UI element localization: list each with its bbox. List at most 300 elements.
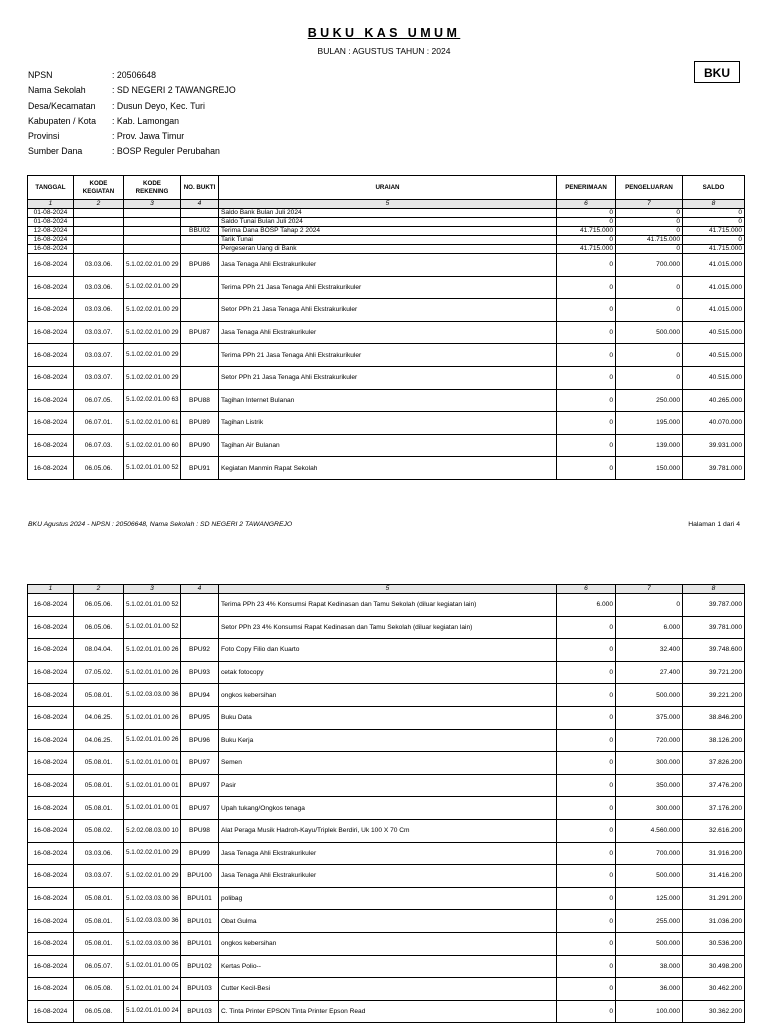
cell-no-bukti: BPU98: [181, 819, 219, 842]
cell-tanggal: 16-08-2024: [28, 729, 74, 752]
cell-tanggal: 16-08-2024: [28, 389, 74, 412]
table-row: [28, 344, 745, 367]
cell-uraian: Jasa Tenaga Ahli Ekstrakurikuler: [219, 254, 557, 277]
cell-kode-kegiatan: [74, 227, 124, 236]
cell-kode-rekening: [124, 236, 181, 245]
info-value: : Kab. Lamongan: [112, 115, 180, 126]
cell-tanggal: 16-08-2024: [28, 299, 74, 322]
cell-tanggal: 16-08-2024: [28, 797, 74, 820]
cell-saldo: 40.265.000: [683, 389, 745, 412]
table-row: [28, 910, 745, 933]
cell-penerimaan: 0: [557, 684, 616, 707]
column-number: 1: [28, 585, 74, 594]
cell-kode-kegiatan: 05.08.01.: [74, 887, 124, 910]
cell-uraian: Tagihan Air Bulanan: [219, 434, 557, 457]
cell-kode-rekening: 5.1.02.01.01.00 26: [124, 661, 181, 684]
cell-tanggal: 12-08-2024: [28, 227, 74, 236]
cell-uraian: Semen: [219, 752, 557, 775]
col-header-tanggal: TANGGAL: [28, 176, 74, 200]
cell-saldo: 0: [683, 218, 745, 227]
cell-penerimaan: 0: [557, 819, 616, 842]
cell-kode-rekening: 5.1.02.02.01.00 29: [124, 865, 181, 888]
document-period: BULAN : AGUSTUS TAHUN : 2024: [317, 46, 451, 56]
table-row: [28, 276, 745, 299]
cell-saldo: 39.781.000: [683, 457, 745, 480]
column-number: 3: [124, 585, 181, 594]
cell-pengeluaran: 0: [616, 245, 683, 254]
ledger-table-page-2: [27, 584, 745, 1023]
cell-no-bukti: BPU101: [181, 932, 219, 955]
cell-penerimaan: 0: [557, 639, 616, 662]
cell-pengeluaran: 0: [616, 594, 683, 617]
column-number-row: [28, 585, 745, 594]
column-number: 5: [219, 200, 557, 209]
cell-saldo: 30.498.200: [683, 955, 745, 978]
cell-uraian: ongkos kebersihan: [219, 932, 557, 955]
cell-kode-rekening: [124, 245, 181, 254]
cell-kode-rekening: 5.1.02.02.01.00 29: [124, 254, 181, 277]
cell-kode-rekening: 5.1.02.02.01.00 60: [124, 434, 181, 457]
cell-penerimaan: 0: [557, 797, 616, 820]
cell-saldo: 37.176.200: [683, 797, 745, 820]
table-row: [28, 932, 745, 955]
cell-penerimaan: 0: [557, 344, 616, 367]
cell-no-bukti: BPU102: [181, 955, 219, 978]
cell-uraian: Buku Data: [219, 706, 557, 729]
col-header-pengeluaran: PENGELUARAN: [616, 176, 683, 200]
cell-uraian: Setor PPh 21 Jasa Tenaga Ahli Ekstrakurikuler: [219, 366, 557, 389]
cell-tanggal: 16-08-2024: [28, 910, 74, 933]
cell-tanggal: 16-08-2024: [28, 434, 74, 457]
cell-penerimaan: 0: [557, 389, 616, 412]
cell-tanggal: 16-08-2024: [28, 752, 74, 775]
cell-kode-rekening: 5.1.02.01.01.00 52: [124, 616, 181, 639]
info-row: [28, 146, 236, 161]
cell-kode-rekening: 5.1.02.02.01.00 29: [124, 276, 181, 299]
info-row: [28, 85, 236, 100]
cell-pengeluaran: 300.000: [616, 797, 683, 820]
column-number: 2: [74, 200, 124, 209]
cell-penerimaan: 0: [557, 706, 616, 729]
cell-no-bukti: BPU99: [181, 842, 219, 865]
col-header-no-bukti: NO. BUKTI: [181, 176, 219, 200]
cell-kode-rekening: 5.1.02.01.01.00 52: [124, 457, 181, 480]
cell-saldo: 39.221.200: [683, 684, 745, 707]
column-number: 7: [616, 200, 683, 209]
cell-pengeluaran: 500.000: [616, 865, 683, 888]
cell-uraian: Terima Dana BOSP Tahap 2 2024: [219, 227, 557, 236]
cell-no-bukti: BPU90: [181, 434, 219, 457]
cell-penerimaan: 0: [557, 978, 616, 1001]
cell-pengeluaran: 4.560.000: [616, 819, 683, 842]
column-number: 8: [683, 200, 745, 209]
table-row: [28, 661, 745, 684]
table-row: [28, 774, 745, 797]
cell-no-bukti: BPU100: [181, 865, 219, 888]
table-row: [28, 819, 745, 842]
info-value: : Prov. Jawa Timur: [112, 131, 185, 142]
cell-uraian: Jasa Tenaga Ahli Ekstrakurikuler: [219, 842, 557, 865]
cell-uraian: Terima PPh 23 4% Konsumsi Rapat Kedinasan dan Tamu Sekolah (diluar kegiatan lain): [219, 594, 557, 617]
cell-pengeluaran: 0: [616, 299, 683, 322]
cell-penerimaan: 0: [557, 887, 616, 910]
cell-penerimaan: 0: [557, 774, 616, 797]
cell-uraian: Pergeseran Uang di Bank: [219, 245, 557, 254]
cell-kode-kegiatan: 06.05.06.: [74, 616, 124, 639]
cell-tanggal: 16-08-2024: [28, 932, 74, 955]
cell-penerimaan: 0: [557, 457, 616, 480]
cell-no-bukti: [181, 209, 219, 218]
info-row: [28, 131, 236, 146]
cell-kode-rekening: 5.1.02.02.01.00 29: [124, 321, 181, 344]
cell-kode-rekening: 5.1.02.01.01.00 01: [124, 797, 181, 820]
cell-pengeluaran: 150.000: [616, 457, 683, 480]
cell-saldo: 38.846.200: [683, 706, 745, 729]
cell-penerimaan: 0: [557, 752, 616, 775]
cell-saldo: 31.291.200: [683, 887, 745, 910]
cell-uraian: Saldo Tunai Bulan Juli 2024: [219, 218, 557, 227]
cell-tanggal: 16-08-2024: [28, 236, 74, 245]
cell-penerimaan: 0: [557, 321, 616, 344]
cell-no-bukti: BPU103: [181, 978, 219, 1001]
table-row: [28, 236, 745, 245]
cell-no-bukti: [181, 276, 219, 299]
cell-uraian: Tarik Tunai: [219, 236, 557, 245]
cell-saldo: 31.416.200: [683, 865, 745, 888]
cell-tanggal: 16-08-2024: [28, 1000, 74, 1023]
cell-uraian: Obat Gulma: [219, 910, 557, 933]
cell-tanggal: 01-08-2024: [28, 209, 74, 218]
cell-kode-rekening: [124, 218, 181, 227]
cell-uraian: C. Tinta Printer EPSON Tinta Printer Epson Read: [219, 1000, 557, 1023]
cell-saldo: 30.462.200: [683, 978, 745, 1001]
cell-penerimaan: 0: [557, 865, 616, 888]
table-row: [28, 729, 745, 752]
cell-kode-rekening: 5.1.02.01.01.00 26: [124, 729, 181, 752]
cell-saldo: 40.515.000: [683, 366, 745, 389]
cell-no-bukti: BPU103: [181, 1000, 219, 1023]
cell-no-bukti: [181, 366, 219, 389]
cell-tanggal: 16-08-2024: [28, 819, 74, 842]
cell-pengeluaran: 139.000: [616, 434, 683, 457]
cell-penerimaan: 0: [557, 299, 616, 322]
cell-kode-kegiatan: 03.03.07.: [74, 366, 124, 389]
cell-pengeluaran: 32.400: [616, 639, 683, 662]
cell-no-bukti: BPU94: [181, 684, 219, 707]
cell-kode-kegiatan: 04.06.25.: [74, 729, 124, 752]
cell-saldo: 41.015.000: [683, 299, 745, 322]
cell-kode-rekening: 5.1.02.03.03.00 36: [124, 910, 181, 933]
cell-uraian: Tagihan Internet Bulanan: [219, 389, 557, 412]
table-row: [28, 389, 745, 412]
cell-saldo: 40.515.000: [683, 344, 745, 367]
page-number: Halaman 1 dari 4: [688, 521, 740, 528]
column-number: 8: [683, 585, 745, 594]
cell-saldo: 41.015.000: [683, 254, 745, 277]
table-row: [28, 299, 745, 322]
cell-uraian: Tagihan Listrik: [219, 412, 557, 435]
col-header-penerimaan: PENERIMAAN: [557, 176, 616, 200]
table-row: [28, 706, 745, 729]
table-row: [28, 865, 745, 888]
cell-pengeluaran: 195.000: [616, 412, 683, 435]
cell-tanggal: 16-08-2024: [28, 594, 74, 617]
cell-kode-kegiatan: 06.07.01.: [74, 412, 124, 435]
cell-kode-kegiatan: 05.08.01.: [74, 684, 124, 707]
column-number: 2: [74, 585, 124, 594]
cell-pengeluaran: 0: [616, 218, 683, 227]
cell-kode-kegiatan: 03.03.06.: [74, 254, 124, 277]
cell-kode-kegiatan: 06.05.06.: [74, 457, 124, 480]
cell-tanggal: 16-08-2024: [28, 865, 74, 888]
cell-penerimaan: 0: [557, 842, 616, 865]
cell-pengeluaran: 6.000: [616, 616, 683, 639]
cell-saldo: 41.015.000: [683, 276, 745, 299]
cell-pengeluaran: 255.000: [616, 910, 683, 933]
cell-no-bukti: [181, 594, 219, 617]
cell-kode-kegiatan: [74, 245, 124, 254]
cell-saldo: 32.616.200: [683, 819, 745, 842]
cell-kode-kegiatan: 06.07.03.: [74, 434, 124, 457]
cell-penerimaan: 6.000: [557, 594, 616, 617]
column-number: 4: [181, 200, 219, 209]
cell-uraian: Saldo Bank Bulan Juli 2024: [219, 209, 557, 218]
cell-uraian: Buku Kerja: [219, 729, 557, 752]
cell-penerimaan: 0: [557, 434, 616, 457]
cell-kode-rekening: 5.1.02.03.03.00 36: [124, 887, 181, 910]
cell-pengeluaran: 0: [616, 276, 683, 299]
cell-kode-rekening: 5.1.02.02.01.00 61: [124, 412, 181, 435]
cell-kode-kegiatan: [74, 236, 124, 245]
cell-pengeluaran: 300.000: [616, 752, 683, 775]
table-row: [28, 412, 745, 435]
cell-no-bukti: [181, 344, 219, 367]
cell-kode-kegiatan: 08.04.04.: [74, 639, 124, 662]
cell-kode-rekening: 5.1.02.01.01.00 24: [124, 978, 181, 1001]
cell-penerimaan: 0: [557, 366, 616, 389]
cell-tanggal: 16-08-2024: [28, 684, 74, 707]
cell-saldo: 39.781.000: [683, 616, 745, 639]
cell-kode-kegiatan: 06.05.08.: [74, 1000, 124, 1023]
cell-kode-rekening: 5.1.02.01.01.00 01: [124, 774, 181, 797]
cell-tanggal: 16-08-2024: [28, 661, 74, 684]
cell-kode-kegiatan: 06.05.07.: [74, 955, 124, 978]
column-number: 3: [124, 200, 181, 209]
cell-tanggal: 16-08-2024: [28, 887, 74, 910]
cell-saldo: 37.826.200: [683, 752, 745, 775]
cell-no-bukti: BPU97: [181, 752, 219, 775]
table-row: [28, 366, 745, 389]
cell-saldo: 39.787.000: [683, 594, 745, 617]
cell-tanggal: 16-08-2024: [28, 706, 74, 729]
cell-kode-kegiatan: 05.08.02.: [74, 819, 124, 842]
cell-kode-rekening: 5.1.02.01.01.00 26: [124, 639, 181, 662]
info-row: [28, 116, 236, 131]
cell-tanggal: 16-08-2024: [28, 321, 74, 344]
bku-badge: BKU: [694, 61, 740, 83]
cell-no-bukti: BPU101: [181, 910, 219, 933]
cell-tanggal: 16-08-2024: [28, 254, 74, 277]
info-label: Kabupaten / Kota: [28, 115, 96, 126]
cell-kode-rekening: 5.1.02.01.01.00 26: [124, 706, 181, 729]
cell-no-bukti: BPU92: [181, 639, 219, 662]
cell-saldo: 40.515.000: [683, 321, 745, 344]
cell-kode-kegiatan: 06.05.06.: [74, 594, 124, 617]
table-row: [28, 1000, 745, 1023]
page-footer-info: BKU Agustus 2024 - NPSN : 20506648, Nama Sekolah : SD NEGERI 2 TAWANGREJO: [28, 521, 293, 528]
cell-no-bukti: BPU97: [181, 774, 219, 797]
cell-pengeluaran: 27.400: [616, 661, 683, 684]
cell-saldo: 0: [683, 236, 745, 245]
cell-kode-kegiatan: 03.03.06.: [74, 276, 124, 299]
column-number: 5: [219, 585, 557, 594]
cell-penerimaan: 0: [557, 932, 616, 955]
cell-saldo: 40.070.000: [683, 412, 745, 435]
info-label: Provinsi: [28, 131, 60, 142]
cell-no-bukti: [181, 245, 219, 254]
column-number: 4: [181, 585, 219, 594]
cell-pengeluaran: 500.000: [616, 321, 683, 344]
cell-saldo: 38.126.200: [683, 729, 745, 752]
cell-uraian: Kegiatan Manmin Rapat Sekolah: [219, 457, 557, 480]
cell-uraian: Setor PPh 23 4% Konsumsi Rapat Kedinasan dan Tamu Sekolah (diluar kegiatan lain): [219, 616, 557, 639]
cell-tanggal: 01-08-2024: [28, 218, 74, 227]
cell-kode-rekening: 5.1.02.01.01.00 05: [124, 955, 181, 978]
info-label: NPSN: [28, 70, 53, 80]
cell-kode-rekening: 5.1.02.02.01.00 29: [124, 842, 181, 865]
cell-tanggal: 16-08-2024: [28, 276, 74, 299]
cell-pengeluaran: 41.715.000: [616, 236, 683, 245]
column-number: 6: [557, 585, 616, 594]
cell-kode-kegiatan: 05.08.01.: [74, 752, 124, 775]
col-header-kode-rekening: KODE REKENING: [124, 176, 181, 200]
cell-kode-kegiatan: 05.08.01.: [74, 932, 124, 955]
cell-pengeluaran: 100.000: [616, 1000, 683, 1023]
cell-no-bukti: BPU86: [181, 254, 219, 277]
cell-kode-rekening: 5.1.02.02.01.00 29: [124, 366, 181, 389]
table-row: [28, 594, 745, 617]
info-value: : 20506648: [112, 70, 157, 80]
cell-penerimaan: 0: [557, 236, 616, 245]
cell-saldo: 39.721.200: [683, 661, 745, 684]
info-value: : BOSP Reguler Perubahan: [112, 146, 220, 157]
cell-no-bukti: BPU101: [181, 887, 219, 910]
table-row: [28, 639, 745, 662]
cell-no-bukti: BPU95: [181, 706, 219, 729]
cell-saldo: 41.715.000: [683, 245, 745, 254]
cell-no-bukti: BPU96: [181, 729, 219, 752]
cell-kode-rekening: 5.2.02.08.03.00 10: [124, 819, 181, 842]
cell-kode-kegiatan: [74, 209, 124, 218]
info-label: Sumber Dana: [28, 146, 83, 157]
cell-kode-rekening: 5.1.02.01.01.00 52: [124, 594, 181, 617]
cell-saldo: 30.362.200: [683, 1000, 745, 1023]
cell-pengeluaran: 36.000: [616, 978, 683, 1001]
cell-kode-kegiatan: [74, 218, 124, 227]
cell-pengeluaran: 500.000: [616, 932, 683, 955]
cell-saldo: 39.931.000: [683, 434, 745, 457]
cell-kode-rekening: [124, 227, 181, 236]
table-row: [28, 978, 745, 1001]
cell-saldo: 0: [683, 209, 745, 218]
column-number: 1: [28, 200, 74, 209]
cell-uraian: Foto Copy Filio dan Kuarto: [219, 639, 557, 662]
cell-pengeluaran: 38.000: [616, 955, 683, 978]
table-row: [28, 254, 745, 277]
cell-kode-kegiatan: 03.03.07.: [74, 321, 124, 344]
cell-pengeluaran: 0: [616, 366, 683, 389]
cell-pengeluaran: 700.000: [616, 254, 683, 277]
cell-uraian: Terima PPh 21 Jasa Tenaga Ahli Ekstrakurikuler: [219, 344, 557, 367]
cell-no-bukti: BPU87: [181, 321, 219, 344]
cell-pengeluaran: 250.000: [616, 389, 683, 412]
cell-pengeluaran: 700.000: [616, 842, 683, 865]
cell-uraian: ongkos kebersihan: [219, 684, 557, 707]
school-info: [28, 70, 236, 162]
cell-pengeluaran: 500.000: [616, 684, 683, 707]
cell-tanggal: 16-08-2024: [28, 842, 74, 865]
table-row: [28, 218, 745, 227]
cell-pengeluaran: 350.000: [616, 774, 683, 797]
cell-kode-kegiatan: 03.03.06.: [74, 299, 124, 322]
cell-kode-kegiatan: 06.07.05.: [74, 389, 124, 412]
cell-tanggal: 16-08-2024: [28, 245, 74, 254]
cell-penerimaan: 0: [557, 276, 616, 299]
cell-no-bukti: [181, 299, 219, 322]
col-header-saldo: SALDO: [683, 176, 745, 200]
table-row: [28, 245, 745, 254]
info-label: Desa/Kecamatan: [28, 100, 96, 111]
table-row: [28, 616, 745, 639]
cell-tanggal: 16-08-2024: [28, 978, 74, 1001]
cell-penerimaan: 41.715.000: [557, 245, 616, 254]
cell-kode-kegiatan: 03.03.06.: [74, 842, 124, 865]
cell-no-bukti: BPU91: [181, 457, 219, 480]
column-number-row: [28, 200, 745, 209]
cell-tanggal: 16-08-2024: [28, 366, 74, 389]
cell-pengeluaran: 0: [616, 227, 683, 236]
table-row: [28, 752, 745, 775]
cell-no-bukti: [181, 236, 219, 245]
cell-penerimaan: 0: [557, 1000, 616, 1023]
column-number: 6: [557, 200, 616, 209]
cell-saldo: 30.536.200: [683, 932, 745, 955]
cell-pengeluaran: 0: [616, 209, 683, 218]
table-row: [28, 955, 745, 978]
cell-saldo: 37.476.200: [683, 774, 745, 797]
info-value: : SD NEGERI 2 TAWANGREJO: [112, 85, 236, 96]
info-row: [28, 70, 236, 85]
info-row: [28, 101, 236, 116]
cell-penerimaan: 0: [557, 661, 616, 684]
cell-no-bukti: BPU93: [181, 661, 219, 684]
cell-uraian: Terima PPh 21 Jasa Tenaga Ahli Ekstrakurikuler: [219, 276, 557, 299]
cell-saldo: 31.916.200: [683, 842, 745, 865]
cell-penerimaan: 0: [557, 955, 616, 978]
cell-penerimaan: 41.715.000: [557, 227, 616, 236]
ledger-table-page-1: [27, 175, 745, 480]
cell-kode-kegiatan: 06.05.08.: [74, 978, 124, 1001]
cell-pengeluaran: 720.000: [616, 729, 683, 752]
cell-kode-kegiatan: 03.03.07.: [74, 865, 124, 888]
info-value: : Dusun Deyo, Kec. Turi: [112, 100, 205, 111]
cell-pengeluaran: 375.000: [616, 706, 683, 729]
cell-kode-rekening: 5.1.02.01.01.00 24: [124, 1000, 181, 1023]
cell-tanggal: 16-08-2024: [28, 457, 74, 480]
cell-kode-rekening: 5.1.02.03.03.00 36: [124, 684, 181, 707]
cell-pengeluaran: 0: [616, 344, 683, 367]
cell-no-bukti: BPU97: [181, 797, 219, 820]
